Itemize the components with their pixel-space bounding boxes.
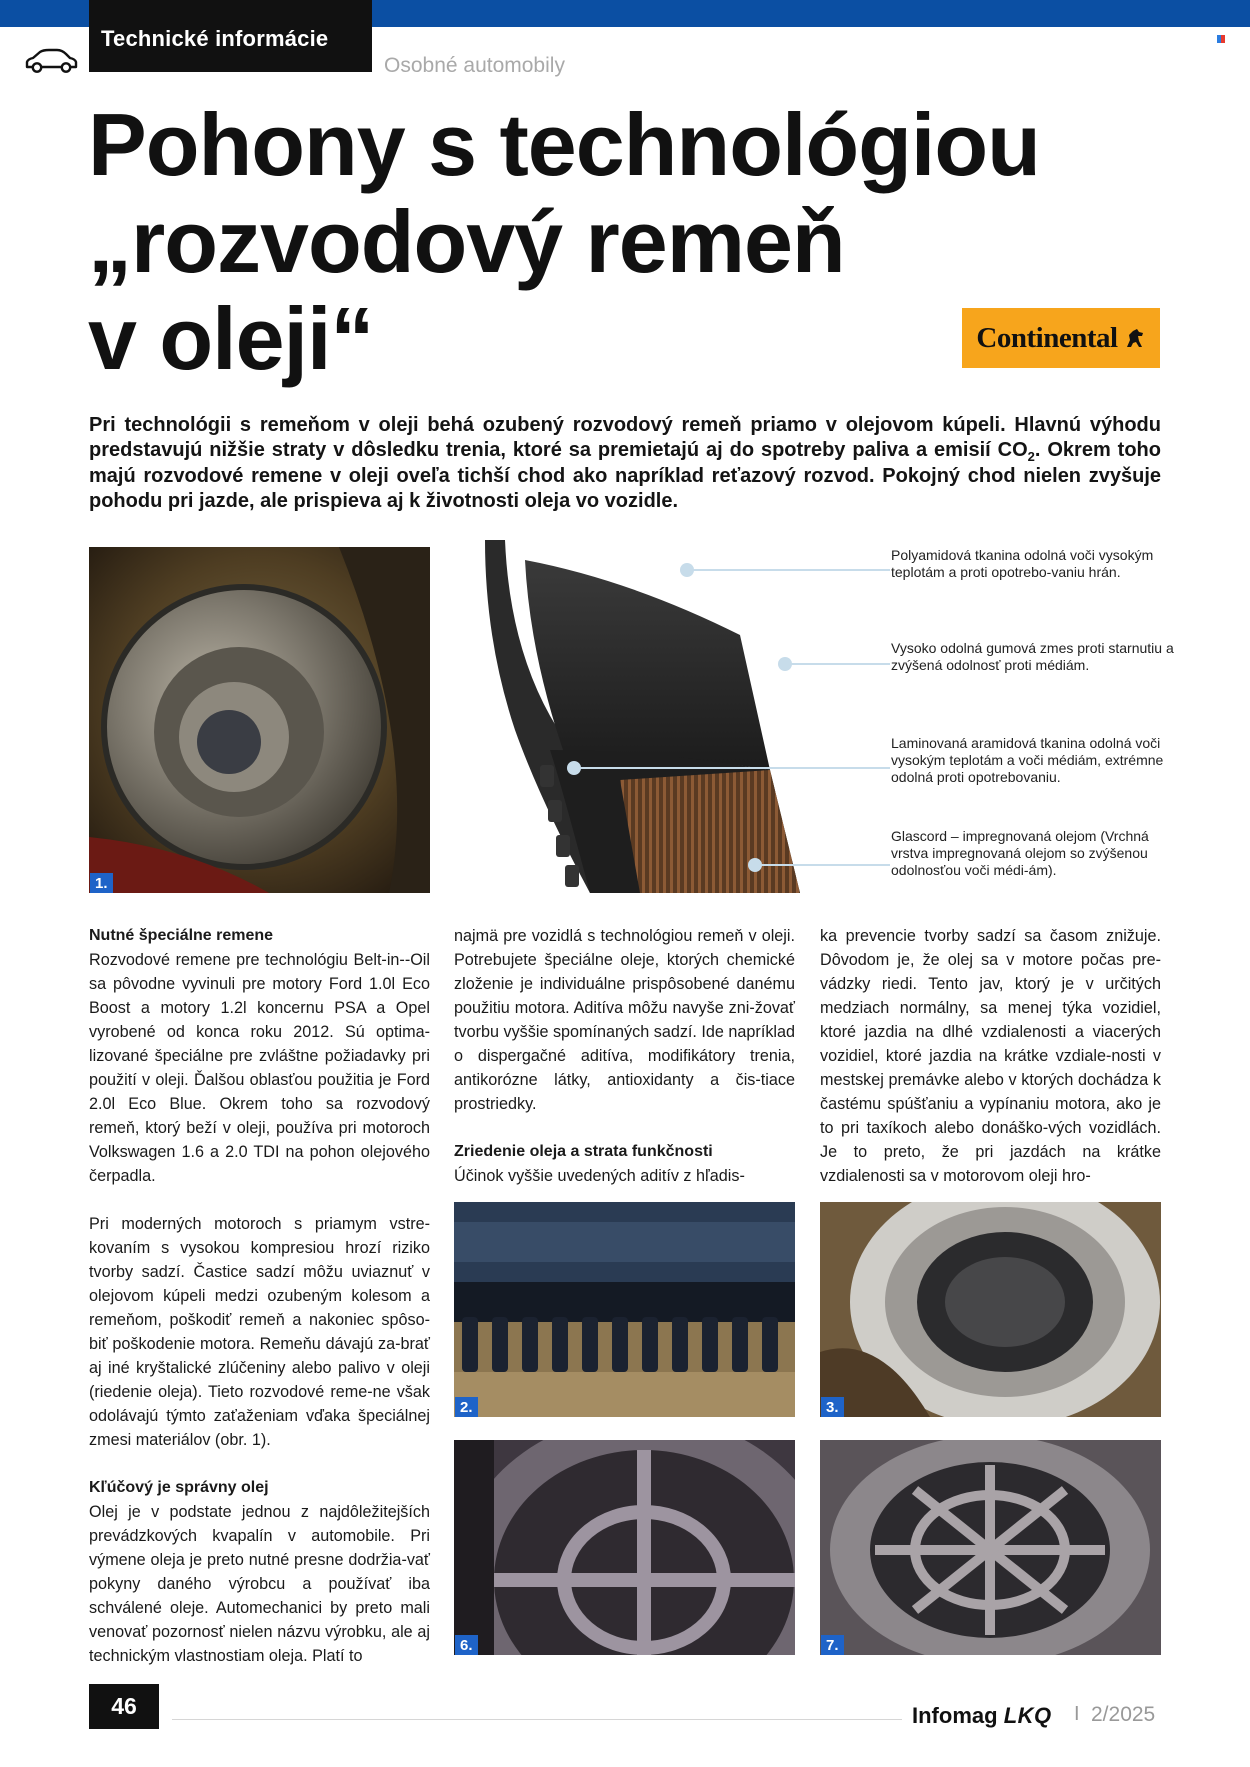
subsection-label: Osobné automobily [384, 54, 565, 77]
figure-number-7: 7. [821, 1635, 844, 1655]
paragraph-dilution-cont: ka prevencie tvorby sadzí sa časom znižuje. Dôvodom je, že olej sa v motore počas pre-vádzky riedi. Tento jav, ktorý je v určitých medziach normálny, sa menej týka vozidiel, ktoré jazdia na dlhé vzdialenosti a viacerých vozidiel, ktoré jazdia na krátke vzdiale-nosti v mestskej premávke alebo v ktorých dochádza k častému spúšťaniu a vypínaniu motora, ako je to pri taxíkoch alebo donáško-vých vozidlách. Je to preto, že pri jazdách na krátke vzdialenosti sa v motorovom oleji hro- [820, 927, 1161, 1185]
belt-cutaway-diagram [470, 540, 890, 893]
paragraph-soot: Pri moderných motoroch s priamym vstre-kovaním s vysokou kompresiou hrozí riziko tvorby sadzí. Častice sadzí môžu uviaznuť v olejovom kúpeli medzi ozubeným kolesom a remeňom, poškodiť remeň a nakoniec spôso-biť poškodenie motora. Remeňu dávajú za-brať aj iné kryštalické zlúčeniny alebo palivo v oleji (riedenie oleja). Tieto rozvodové reme-ne však odolávajú týmto zaťaženiam vďaka špeciálnej zmesi materiálov (obr. 1). [89, 1215, 430, 1449]
photo-6-strainer-grid [454, 1440, 795, 1655]
article-column-2 [454, 924, 795, 1188]
article-column-3 [820, 924, 1161, 1188]
page-number: 46 [89, 1684, 159, 1729]
heading-oil-dilution: Zriedenie oleja a strata funkčnosti [454, 1143, 713, 1160]
article-column-1 [89, 924, 430, 1668]
title-line-3: v oleji“ [88, 289, 374, 388]
figure-number-2: 2. [455, 1397, 478, 1417]
photo-1-gear [89, 547, 430, 893]
heading-right-oil: Kľúčový je správny olej [89, 1479, 269, 1496]
paragraph-dilution-start: Účinok vyššie uvedených aditív z hľadis- [454, 1167, 745, 1185]
title-line-2: „rozvodový remeň [88, 192, 845, 291]
issue-number: 2/2025 [1091, 1703, 1156, 1726]
photo-2-belt-teeth [454, 1202, 795, 1417]
footer-divider [172, 1719, 902, 1720]
horse-icon [1124, 327, 1146, 349]
title-line-1: Pohony s technológiou [88, 95, 1040, 194]
footer-separator: I [1074, 1703, 1080, 1725]
figure-number-3: 3. [821, 1397, 844, 1417]
lead-paragraph [89, 413, 1161, 514]
magazine-title: Infomag [912, 1703, 998, 1728]
photo-3-oil-strainer [820, 1202, 1161, 1417]
lead-text-2: . Okrem toho majú rozvodové remene v oleji oveľa tichší chod ako napríklad reťazový rozvod. Pokojný chod nielen zvyšuje pohodu pri jazde, ale prispieva aj k životnosti oleja vo vozidle. [89, 439, 1161, 512]
continental-logo [962, 308, 1160, 368]
callout-rubber: Vysoko odolná gumová zmes proti starnutiu a zvýšená odolnosť proti médiám. [891, 640, 1174, 673]
heading-special-belts: Nutné špeciálne remene [89, 927, 274, 944]
lkq-logo: LKQ [1003, 1703, 1052, 1728]
paragraph-additives: najmä pre vozidlá s technológiou remeň v oleji. Potrebujete špeciálne oleje, ktorých chemické zloženie je individuálne prispôsobené danému použitiu motora. Aditíva môžu navyše zni-žovať tvorbu vyššie spomínaných sadzí. Ide napríklad o dispergačné aditíva, modifikátory trenia, antikorózne látky, antioxidanty a čis-tiace prostriedky. [454, 927, 796, 1113]
lead-subscript: 2 [1027, 449, 1035, 464]
paragraph-belts: Rozvodové remene pre technológiu Belt-in--Oil sa pôvodne vyvinuli pre motory Ford 1.0l Eco Boost a motory 1.2l koncernu PSA a Opel vyrobené od konca roku 2012. Sú optima-lizované špeciálne pre zvláštne požiadavky pri použití v oleji. Ďalšou oblasťou použitia je Ford 2.0l Eco Blue. Okrem toho sa rozvodový remeň, ktorý beží v oleji, používa pri motoroch Volkswagen 1.6 a 2.0 TDI na pohon olejového čerpadla. [89, 951, 430, 1185]
brand-name: Continental [976, 321, 1118, 354]
paragraph-oil: Olej je v podstate jednou z najdôležitejších prevádzkových kvapalín v automobile. Pri výmene oleja je preto nutné presne dodržia-vať pokyny daného výrobcu a používať iba schválené oleje. Automechanici by preto mali venovať pozornosť nielen názvu výrobku, ale aj technickým vlastnostiam oleja. Platí to [89, 1503, 430, 1665]
car-icon [24, 48, 78, 74]
figure-number-6: 6. [455, 1635, 478, 1655]
lead-text-1: Pri technológii s remeňom v oleji behá ozubený rozvodový remeň priamo v olejovom kúpeli. Hlavnú výhodu predstavujú nižšie straty v dôsledku trenia, ktoré sa premietajú aj do spotreby paliva a emisií CO [89, 414, 1161, 461]
callout-polyamide: Polyamidová tkanina odolná voči vysokým teplotám a proti opotrebo-vaniu hrán. [891, 547, 1154, 580]
section-tab [89, 0, 372, 72]
photo-7-clean-strainer [820, 1440, 1161, 1655]
section-label: Technické informácie [101, 26, 329, 51]
callout-aramid: Laminovaná aramidová tkanina odolná voči vysokým teplotám a voči médiám, extrémne odolná proti opotrebovaniu. [891, 735, 1164, 785]
corner-color-mark [1217, 35, 1225, 43]
callout-glascord: Glascord – impregnovaná olejom (Vrchná vrstva impregnovaná olejom so zvýšenou odolnosťou voči médi-ám). [891, 828, 1149, 878]
footer-magazine-name [912, 1703, 1052, 1729]
figure-number-1: 1. [90, 873, 113, 893]
